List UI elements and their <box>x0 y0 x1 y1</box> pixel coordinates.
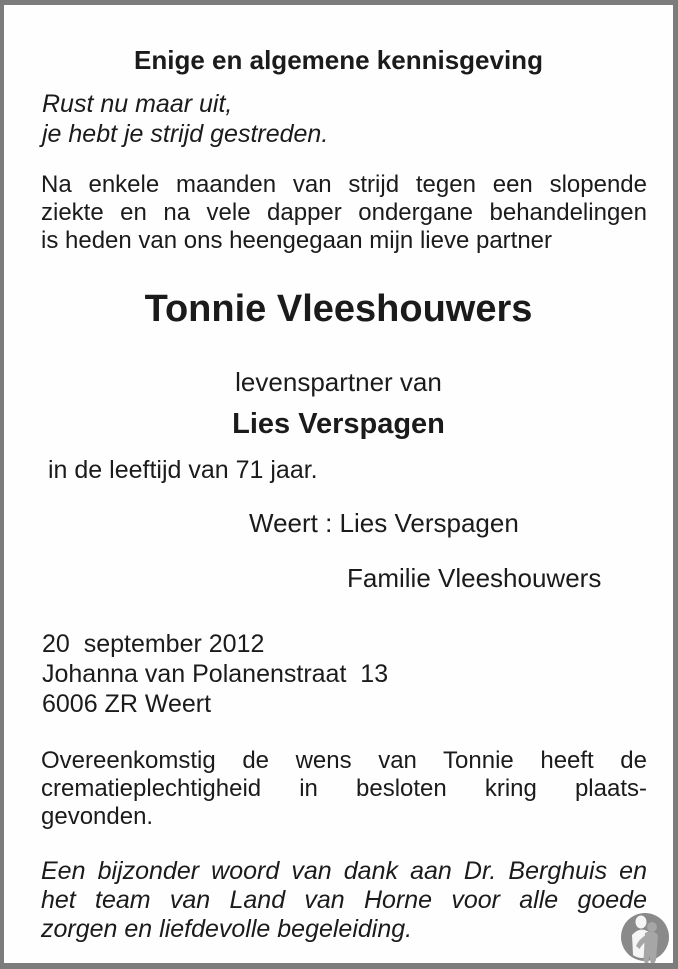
cremation-paragraph <box>41 747 647 831</box>
age-line: in de leeftijd van 71 jaar. <box>48 456 318 484</box>
embracing-figures-logo-icon <box>620 911 673 969</box>
cremation-line: gevonden. <box>41 803 154 830</box>
partner-name: Lies Verspagen <box>232 408 445 440</box>
thanks-line: Een bijzonder woord van dank aan Dr. Berghuis en <box>41 857 647 885</box>
intro-line: is heden van ons heengegaan mijn lieve partner <box>41 227 553 254</box>
date-line: 20 september 2012 <box>42 630 265 658</box>
intro-line: ziekte en na vele dapper ondergane behandelingen <box>41 199 647 226</box>
notice-heading: Enige en algemene kennisgeving <box>134 45 543 75</box>
memorial-verse <box>42 89 328 149</box>
verse-line: je hebt je strijd gestreden. <box>42 120 329 148</box>
signature-city-line: Weert : Lies Verspagen <box>249 508 519 538</box>
city-line: 6006 ZR Weert <box>42 690 212 718</box>
intro-line: Na enkele maanden van strijd tegen een slopende <box>41 171 647 198</box>
thanks-line: het team van Land van Horne voor alle goede <box>41 886 647 914</box>
intro-paragraph <box>41 171 647 255</box>
verse-line: Rust nu maar uit, <box>42 90 233 118</box>
thanks-line: zorgen en liefdevolle begeleiding. <box>41 915 413 943</box>
signature-family-line: Familie Vleeshouwers <box>347 563 602 593</box>
street-line: Johanna van Polanenstraat 13 <box>42 660 389 688</box>
relation-label: levenspartner van <box>235 367 442 397</box>
cremation-line: Overeenkomstig de wens van Tonnie heeft de <box>41 747 647 774</box>
thanks-paragraph <box>41 857 647 944</box>
date-address-block <box>42 629 388 719</box>
deceased-name: Tonnie Vleeshouwers <box>144 288 533 330</box>
cremation-line: crematieplechtigheid in besloten kring plaats- <box>41 775 647 802</box>
